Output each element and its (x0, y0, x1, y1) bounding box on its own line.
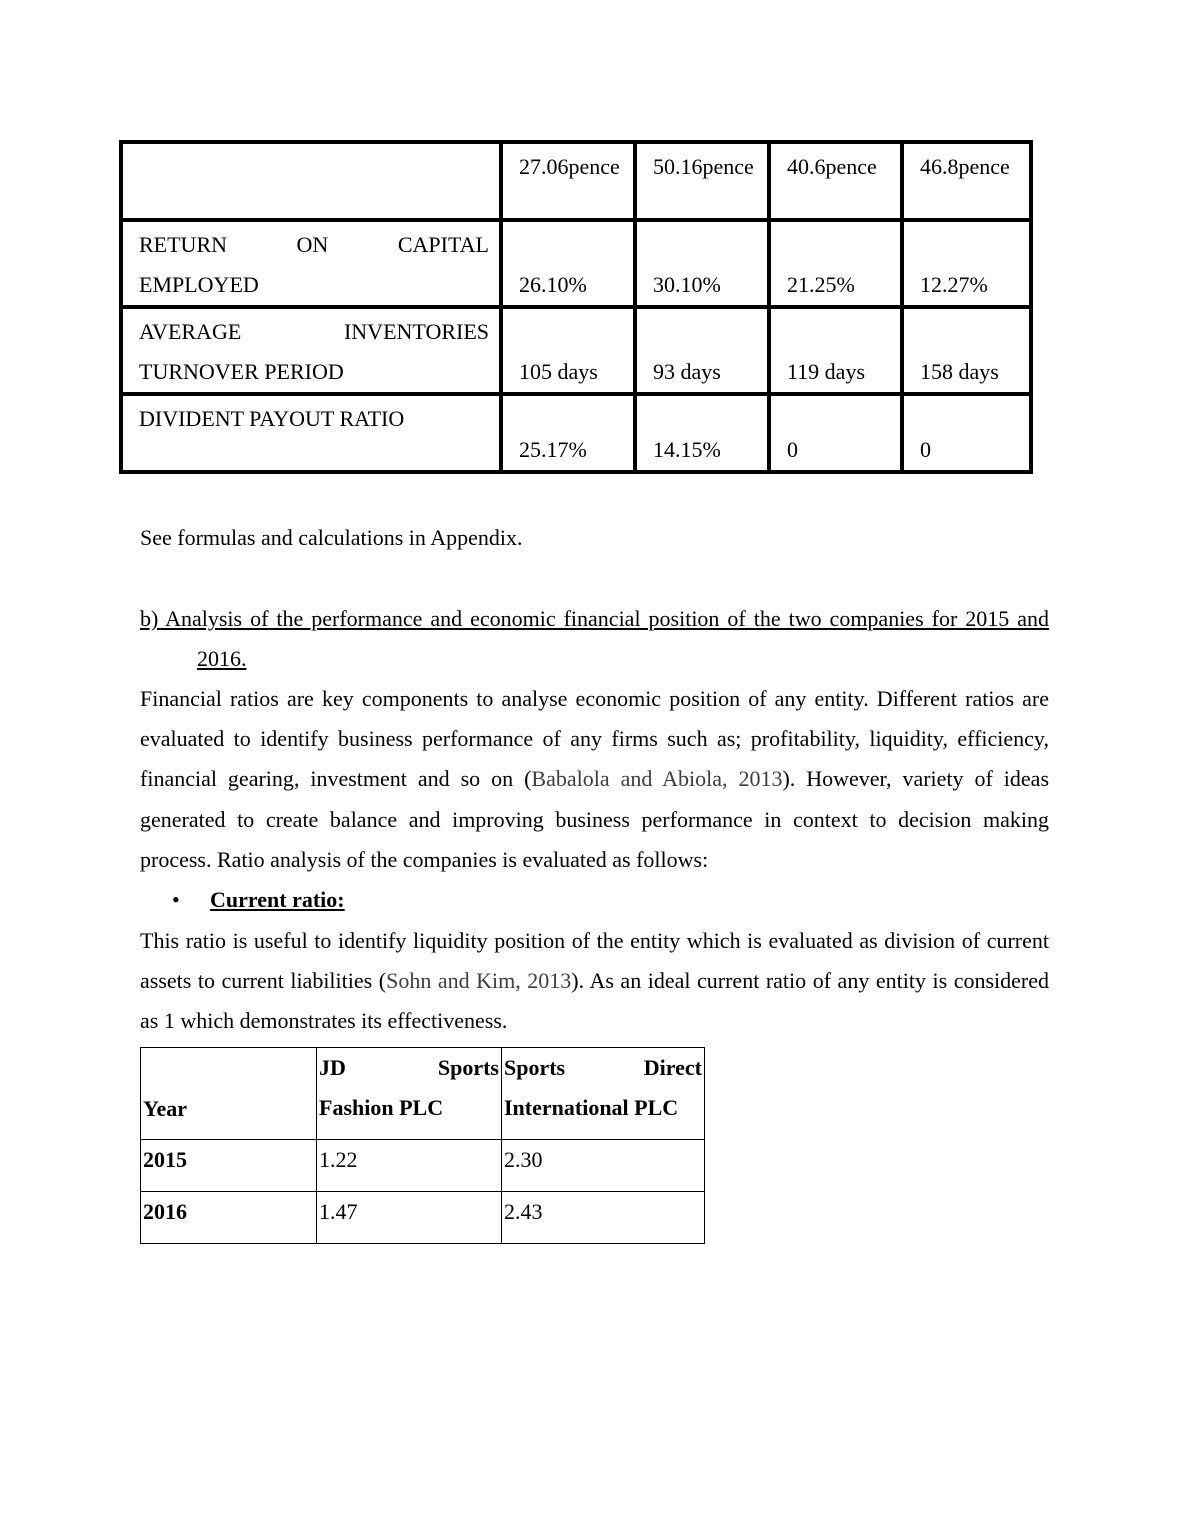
label-word: INVENTORIES (343, 319, 489, 344)
header-jd (317, 1048, 502, 1140)
paragraph-text: This ratio is useful to identify liquidity position of the entity which is evaluated as division of current assets to current liabilities ( (140, 928, 1049, 994)
label-word: AVERAGE (139, 319, 242, 344)
header-word: Sports (504, 1055, 566, 1080)
ratio-table (119, 140, 1033, 474)
paragraph-text: ). As an ideal current ratio of any entity is considered as 1 which demonstrates its effectiveness. (140, 968, 1049, 1034)
citation: Babalola and Abiola, 2013 (531, 766, 783, 792)
cell-value: 40.6pence (769, 142, 902, 220)
header-year: Year (141, 1048, 317, 1140)
cell-value: 25.17% (501, 394, 635, 472)
sd-value: 2.30 (502, 1140, 705, 1192)
cell-value (635, 142, 769, 220)
year-cell: 2016 (141, 1192, 317, 1244)
label-word: ON (296, 232, 329, 257)
cell-value: 30.10% (635, 220, 769, 307)
cell-value: 27.06pence (501, 142, 635, 220)
header-word: Sports (437, 1055, 499, 1080)
cell-value: 0 (902, 394, 1031, 472)
label-word: CAPITAL (397, 232, 489, 257)
label-line: EMPLOYED (139, 272, 259, 297)
cell-value: 0 (769, 394, 902, 472)
table-row (121, 142, 1031, 220)
cell-value: 26.10% (501, 220, 635, 307)
header-line: Fashion PLC (319, 1095, 444, 1120)
jd-value: 1.22 (317, 1140, 502, 1192)
bullet-heading: Current ratio: (210, 887, 345, 912)
citation: Sohn and Kim, 2013 (386, 968, 572, 994)
header-word: JD (319, 1055, 346, 1080)
cell-value: 21.25% (769, 220, 902, 307)
cell-value: 14.15% (635, 394, 769, 472)
jd-value: 1.47 (317, 1192, 502, 1244)
row-label (121, 307, 501, 394)
paragraph-text: ). However, variety of ideas generated to create balance and improving business performance in context to decision making process. Ratio analysis of the companies is evaluated as follows: (140, 766, 1050, 872)
row-label (121, 142, 501, 220)
table-header-row (141, 1048, 705, 1140)
table-row (121, 220, 1031, 307)
cell-value: 46.8pence (902, 142, 1031, 220)
table-row (121, 307, 1031, 394)
header-line: International PLC (504, 1095, 679, 1120)
paragraph-financial-ratios (140, 679, 1049, 880)
paragraph-current-ratio (140, 921, 1049, 1042)
cell-text: 50.16pence (653, 154, 754, 179)
label-line: TURNOVER PERIOD (139, 359, 344, 384)
bullet-icon: • (172, 887, 180, 912)
appendix-note: See formulas and calculations in Appendix. (140, 525, 523, 550)
table-row (141, 1140, 705, 1192)
year-cell: 2015 (141, 1140, 317, 1192)
table-row (141, 1192, 705, 1244)
cell-value: 105 days (501, 307, 635, 394)
row-label (121, 220, 501, 307)
cell-value: 93 days (635, 307, 769, 394)
row-label (121, 394, 501, 472)
sd-value: 2.43 (502, 1192, 705, 1244)
table-row (121, 394, 1031, 472)
cell-value: 158 days (902, 307, 1031, 394)
header-sd (502, 1048, 705, 1140)
header-word: Direct (643, 1055, 702, 1080)
section-heading: b) Analysis of the performance and economic financial position of the two companies for 2015 and 2016. (140, 606, 1049, 672)
label-word: RETURN (139, 232, 227, 257)
current-ratio-table (140, 1047, 705, 1244)
cell-value: 12.27% (902, 220, 1031, 307)
label-line: DIVIDENT PAYOUT RATIO (139, 406, 405, 431)
cell-value: 119 days (769, 307, 902, 394)
paragraph-text: Financial ratios are key components to analyse economic position of any entity. Different ratios are evaluated to identify business performance of any firms such as; profitability, liquidity, efficiency, financial gearing, investment and so on ( (140, 686, 1049, 792)
